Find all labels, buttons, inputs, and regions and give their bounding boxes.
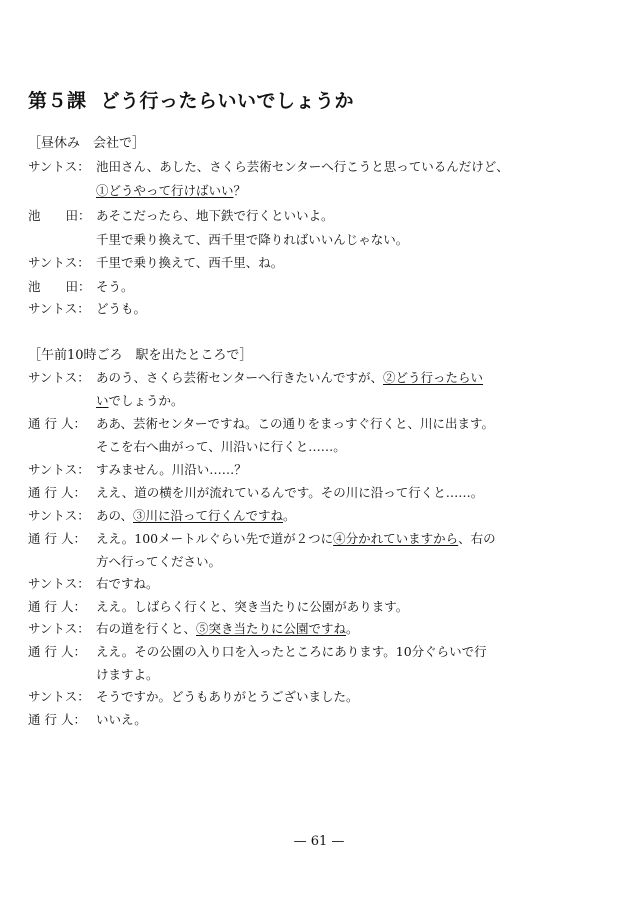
speaker-label: サントス： [28, 255, 90, 270]
line-text: 右の道を行くと、 [96, 621, 197, 636]
line-text: 、右の [458, 531, 496, 546]
speaker-label: サントス： [28, 576, 90, 591]
dialogue-line [28, 483, 483, 501]
dialogue-line [28, 597, 408, 615]
line-text: どうも。 [96, 301, 147, 316]
line-text: 千里で乗り換えて、西千里、ね。 [96, 255, 284, 270]
lesson-heading: どう行ったらいいでしょうか [100, 90, 355, 112]
speaker-label: サントス： [28, 621, 90, 636]
line-text: でしょうか。 [108, 393, 184, 408]
dialogue-line [28, 574, 159, 592]
line-text: そうですか。どうもありがとうございました。 [96, 689, 359, 704]
line-text: 。 [346, 621, 359, 636]
speaker-label: 通 行 人： [28, 712, 86, 727]
line-text: すみません。川沿い……？ [96, 462, 247, 477]
speaker-label: 通 行 人： [28, 599, 86, 614]
scene-heading-1: ［昼休み 会社で］ [28, 136, 146, 151]
line-text: あのう、さくら芸術センターへ行きたいんですが、 [96, 370, 384, 385]
dialogue-line [96, 391, 184, 409]
line-text: ？ [233, 183, 247, 198]
line-text: そう。 [96, 279, 134, 294]
underlined-phrase: ④分かれていますから [333, 531, 459, 546]
speaker-label: サントス： [28, 301, 90, 316]
lesson-number: 第５課 [28, 90, 87, 112]
dialogue-line [28, 253, 283, 271]
dialogue-line [28, 460, 247, 478]
speaker-label: サントス： [28, 508, 90, 523]
dialogue-line [28, 414, 494, 432]
scene-heading-2: ［午前10時ごろ 駅を出たところで］ [28, 348, 253, 363]
line-text: ええ。その公園の入り口を入ったところにあります。10分ぐらいで行 [96, 644, 487, 659]
line-text: あそこだったら、地下鉄で行くといいよ。 [96, 208, 334, 223]
line-text: 。 [283, 508, 296, 523]
underlined-phrase: ①どうやって行けばいい [96, 183, 234, 198]
dialogue-line [28, 206, 334, 224]
dialogue-line [28, 368, 483, 386]
line-text: いいえ。 [96, 712, 147, 727]
page-number: — 61 — [293, 834, 345, 849]
lesson-title [28, 86, 354, 113]
speaker-label: サントス： [28, 159, 90, 174]
speaker-label: 池 田： [28, 279, 91, 294]
speaker-label: 通 行 人： [28, 531, 86, 546]
line-text: 池田さん、あした、さくら芸術センターへ行こうと思っているんだけど、 [96, 159, 509, 174]
dialogue-line [28, 710, 147, 728]
speaker-label: 通 行 人： [28, 485, 86, 500]
speaker-label: 通 行 人： [28, 644, 86, 659]
dialogue-line: けますよ。 [96, 667, 159, 682]
dialogue-line [28, 157, 509, 175]
line-text: あの、 [96, 508, 134, 523]
dialogue-line [28, 506, 296, 524]
dialogue-line [28, 277, 134, 295]
dialogue-line: そこを右へ曲がって、川沿いに行くと……。 [96, 439, 346, 454]
dialogue-line: 千里で乗り換えて、西千里で降りればいいんじゃない。 [96, 232, 409, 247]
speaker-label: 池 田： [28, 208, 91, 223]
dialogue-line [28, 619, 359, 637]
speaker-label: サントス： [28, 370, 90, 385]
underlined-phrase: ②どう行ったらい [383, 370, 484, 385]
line-text: 右ですね。 [96, 576, 159, 591]
line-text: ええ。しばらく行くと、突き当たりに公園があります。 [96, 599, 409, 614]
line-text: ああ、芸術センターですね。この通りをまっすぐ行くと、川に出ます。 [96, 416, 495, 431]
dialogue-line [28, 529, 496, 547]
speaker-label: 通 行 人： [28, 416, 86, 431]
underlined-phrase: い [96, 393, 109, 408]
dialogue-line [96, 181, 246, 199]
line-text: ええ。100メートルぐらい先で道が２つに [96, 531, 334, 546]
dialogue-line [28, 299, 146, 317]
underlined-phrase: ⑤突き当たりに公園ですね [196, 621, 347, 636]
speaker-label: サントス： [28, 689, 90, 704]
underlined-phrase: ③川に沿って行くんですね [133, 508, 284, 523]
dialogue-line [28, 687, 359, 705]
dialogue-line: 方へ行ってください。 [96, 554, 222, 569]
dialogue-line [28, 642, 487, 660]
line-text: ええ、道の横を川が流れているんです。その川に沿って行くと……。 [96, 485, 484, 500]
speaker-label: サントス： [28, 462, 90, 477]
